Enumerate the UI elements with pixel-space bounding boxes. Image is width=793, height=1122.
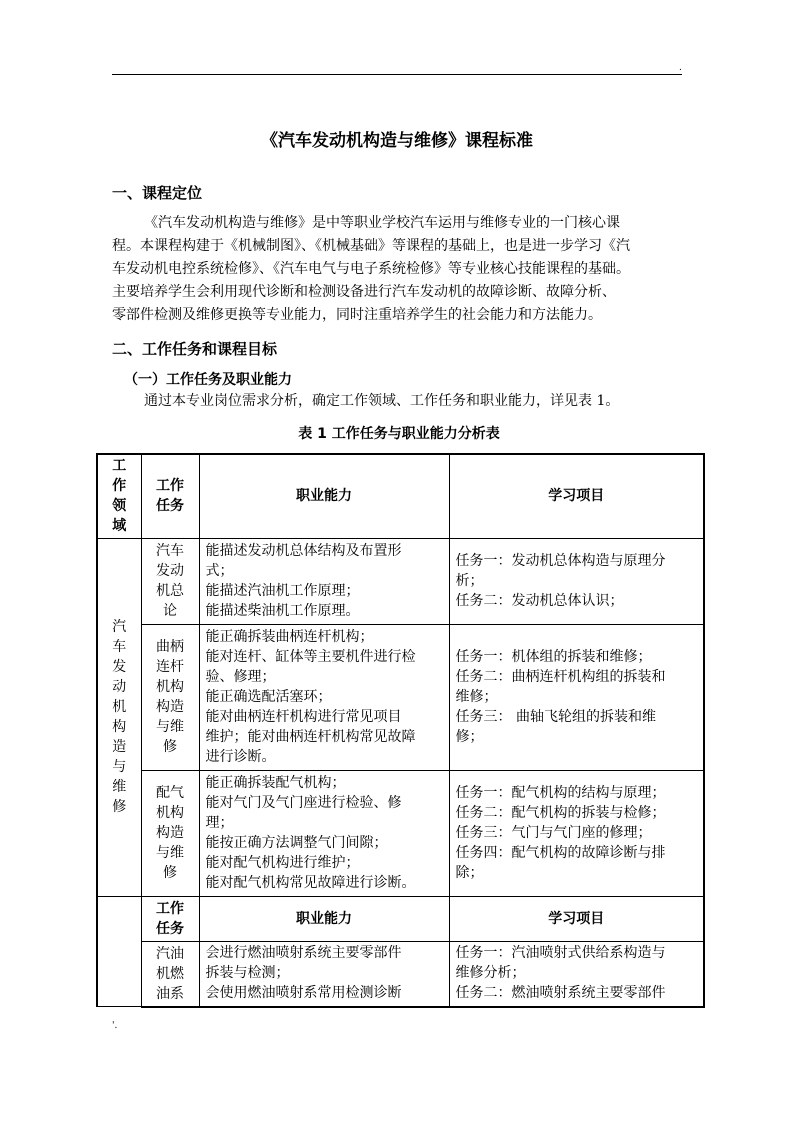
project-cell: 任务一：发动机总体构造与原理分 析； 任务二：发动机总体认识； <box>449 538 704 624</box>
table-caption: 表 1 工作任务与职业能力分析表 <box>298 426 500 442</box>
section1-paragraph <box>112 212 686 327</box>
section1-line: 主要培养学生会利用现代诊断和检测设备进行汽车发动机的故障诊断、故障分析、 <box>112 284 616 300</box>
ability-cell: 能描述发动机总体结构及布置形 式； 能描述汽油机工作原理； 能描述柴油机工作原理。 <box>199 538 449 624</box>
section2-intro-line: 通过本专业岗位需求分析，确定工作领域、工作任务和职业能力，详见表 1。 <box>144 393 620 409</box>
project-cell: 任务一：机体组的拆装和维修； 任务二：曲柄连杆机构组的拆装和 维修； 任务三： 曲轴飞轮组的拆装和维 修； <box>449 624 704 770</box>
header-rule <box>112 74 682 75</box>
footer-mark: '. <box>112 1021 118 1031</box>
section2-subheading: （一）工作任务及职业能力 <box>124 372 292 388</box>
document-title: 《汽车发动机构造与维修》课程标准 <box>261 131 533 151</box>
header-domain: 工 作 领 域 <box>97 454 141 538</box>
ability-cell: 能正确拆装曲柄连杆机构； 能对连杆、缸体等主要机件进行检 验、修理； 能正确选配活塞环； 能对曲柄连杆机构进行常见项目 维护；能对曲柄连杆机构常见故障 进行诊断。 <box>199 624 449 770</box>
ability-cell: 能正确拆装配气机构； 能对气门及气门座进行检验、修 理； 能按正确方法调整气门间隙； 能对配气机构进行维护； 能对配气机构常见故障进行诊断。 <box>199 770 449 896</box>
task-cell: 汽油 机燃 油系 <box>141 941 199 1007</box>
section1-heading: 一、课程定位 <box>112 184 203 202</box>
task-cell: 曲柄 连杆 机构 构造 与维 修 <box>141 624 199 770</box>
project-cell: 任务一：配气机构的结构与原理； 任务二：配气机构的拆装与检修； 任务三：气门与气门座的修理； 任务四：配气机构的故障诊断与排 除； <box>449 770 704 896</box>
header-dot: . <box>679 63 682 73</box>
section2-intro <box>112 390 686 413</box>
domain-name-cell: 汽 车 发 动 机 构 造 与 维 修 <box>97 538 141 896</box>
header2-project: 学习项目 <box>449 896 704 941</box>
header-ability: 职业能力 <box>199 454 449 538</box>
task-cell: 汽车 发动 机总 论 <box>141 538 199 624</box>
task-cell: 配气 机构 构造 与维 修 <box>141 770 199 896</box>
section1-line: 车发动机电控系统检修》、《汽车电气与电子系统检修》等专业核心技能课程的基础。 <box>112 261 630 277</box>
ability-table <box>96 453 705 1008</box>
header2-task: 工作 任务 <box>141 896 199 941</box>
header-project: 学习项目 <box>449 454 704 538</box>
project-cell: 任务一：汽油喷射式供给系构造与 维修分析； 任务二：燃油喷射系统主要零部件 <box>449 941 704 1007</box>
section1-line: 《汽车发动机构造与维修》是中等职业学校汽车运用与维修专业的一门核心课 <box>144 215 620 231</box>
ability-cell: 会进行燃油喷射系统主要零部件 拆装与检测； 会使用燃油喷射系常用检测诊断 <box>199 941 449 1007</box>
header2-ability: 职业能力 <box>199 896 449 941</box>
section1-line: 零部件检测及维修更换等专业能力，同时注重培养学生的社会能力和方法能力。 <box>112 307 602 323</box>
section2-heading: 二、工作任务和课程目标 <box>112 340 278 358</box>
domain-empty-cell <box>97 896 141 1007</box>
header-task: 工作 任务 <box>141 454 199 538</box>
section1-line: 程。本课程构建于《机械制图》、《机械基础》等课程的基础上，也是进一步学习《汽 <box>112 238 630 254</box>
